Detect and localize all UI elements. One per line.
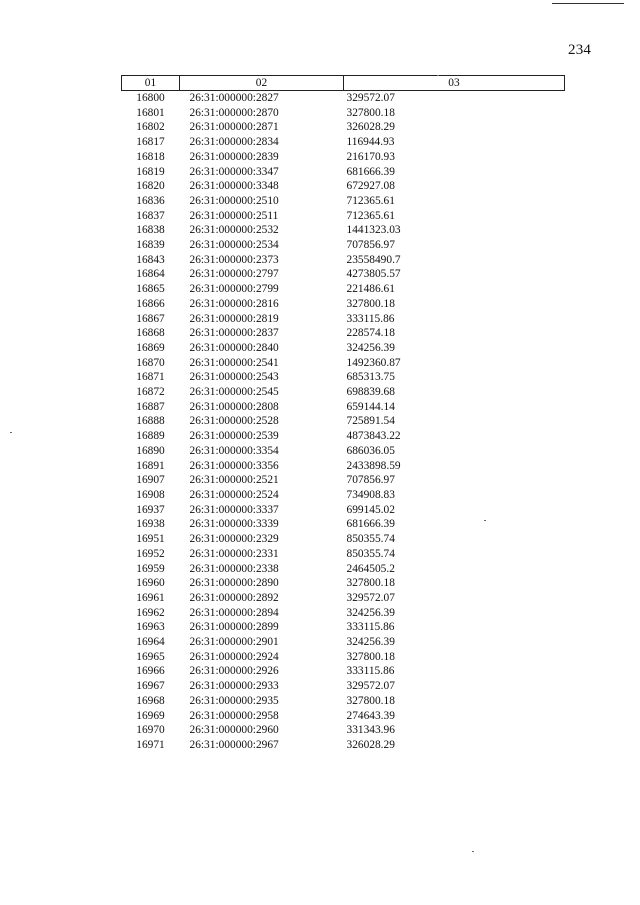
table-row [122, 179, 565, 194]
cell-col-03: 2464505.2 [346, 562, 395, 575]
cell-col-01: 16890 [136, 444, 165, 457]
table-row [122, 400, 565, 415]
cell-col-01: 16868 [136, 327, 165, 340]
cell-col-03: 333115.86 [346, 312, 395, 325]
cell-col-03: 734908.83 [346, 488, 395, 501]
header-col-03: 03 [344, 76, 565, 91]
cell-col-02: 26:31:000000:3348 [189, 180, 279, 193]
cell-col-03: 331343.96 [346, 724, 395, 737]
cell-col-02: 26:31:000000:2960 [189, 724, 279, 737]
header-row [122, 76, 565, 91]
cell-col-01: 16864 [136, 268, 165, 281]
cell-col-01: 16871 [136, 371, 165, 384]
table-row [122, 738, 565, 753]
cell-col-03: 326028.29 [346, 738, 395, 751]
table-row [122, 517, 565, 532]
cell-col-03: 221486.61 [346, 283, 395, 296]
cell-col-03: 327800.18 [346, 106, 395, 119]
cell-col-01: 16837 [136, 209, 165, 222]
top-rule [552, 3, 624, 4]
cell-col-02: 26:31:000000:2899 [189, 621, 279, 634]
cell-col-02: 26:31:000000:2901 [189, 636, 279, 649]
table-row [122, 547, 565, 562]
table-row [122, 429, 565, 444]
cell-col-02: 26:31:000000:3337 [189, 503, 279, 516]
cell-col-01: 16966 [136, 665, 165, 678]
cell-col-01: 16970 [136, 724, 165, 737]
table-row [122, 664, 565, 679]
table-row [122, 150, 565, 165]
cell-col-03: 327800.18 [346, 297, 395, 310]
cell-col-02: 26:31:000000:2834 [189, 136, 279, 149]
scan-speck [472, 851, 474, 852]
cell-col-02: 26:31:000000:2541 [189, 356, 279, 369]
cell-col-02: 26:31:000000:2933 [189, 680, 279, 693]
cell-col-03: 698839.68 [346, 386, 395, 399]
cell-col-02: 26:31:000000:2837 [189, 327, 279, 340]
cell-col-02: 26:31:000000:2338 [189, 562, 279, 575]
cell-col-03: 4273805.57 [346, 268, 401, 281]
table-row [122, 120, 565, 135]
cell-col-01: 16965 [136, 650, 165, 663]
header-col-02: 02 [180, 76, 344, 91]
table-row [122, 562, 565, 577]
cell-col-02: 26:31:000000:2827 [189, 92, 279, 104]
table-row [122, 341, 565, 356]
cell-col-03: 725891.54 [346, 415, 395, 428]
cell-col-02: 26:31:000000:2819 [189, 312, 279, 325]
table-row [122, 473, 565, 488]
table-row [122, 165, 565, 180]
cell-col-03: 850355.74 [346, 533, 395, 546]
cell-col-02: 26:31:000000:2528 [189, 415, 279, 428]
cell-col-02: 26:31:000000:2839 [189, 150, 279, 163]
cell-col-03: 681666.39 [346, 165, 395, 178]
cell-col-01: 16888 [136, 415, 165, 428]
cell-col-03: 327800.18 [346, 694, 395, 707]
cell-col-02: 26:31:000000:2373 [189, 253, 279, 266]
cell-col-02: 26:31:000000:2521 [189, 474, 279, 487]
table-row [122, 679, 565, 694]
cell-col-01: 16968 [136, 694, 165, 707]
cell-col-02: 26:31:000000:2871 [189, 121, 279, 134]
cell-col-03: 274643.39 [346, 709, 395, 722]
cell-col-01: 16961 [136, 591, 165, 604]
cell-col-02: 26:31:000000:2524 [189, 488, 279, 501]
cell-col-03: 707856.97 [346, 239, 395, 252]
table-row [122, 223, 565, 238]
cell-col-02: 26:31:000000:2892 [189, 591, 279, 604]
cell-col-03: 1441323.03 [346, 224, 401, 237]
cell-col-03: 324256.39 [346, 606, 395, 619]
cell-col-01: 16938 [136, 518, 165, 531]
cell-col-02: 26:31:000000:2808 [189, 400, 279, 413]
cell-col-01: 16836 [136, 194, 165, 207]
cell-col-02: 26:31:000000:2870 [189, 106, 279, 119]
cell-col-03: 324256.39 [346, 636, 395, 649]
table-row [122, 620, 565, 635]
cell-col-01: 16817 [136, 136, 165, 149]
cell-col-03: 23558490.7 [346, 253, 401, 266]
table-row [122, 650, 565, 665]
cell-col-01: 16867 [136, 312, 165, 325]
cell-col-02: 26:31:000000:2511 [189, 209, 279, 222]
cell-col-02: 26:31:000000:2894 [189, 606, 279, 619]
cell-col-02: 26:31:000000:2510 [189, 194, 279, 207]
cell-col-02: 26:31:000000:2840 [189, 341, 279, 354]
cell-col-01: 16937 [136, 503, 165, 516]
cell-col-03: 1492360.87 [346, 356, 401, 369]
table-row [122, 606, 565, 621]
cell-col-03: 707856.97 [346, 474, 395, 487]
table-row [122, 282, 565, 297]
data-table [121, 75, 565, 753]
cell-col-03: 228574.18 [346, 327, 395, 340]
table-row [122, 488, 565, 503]
cell-col-01: 16801 [136, 106, 165, 119]
table-row [122, 370, 565, 385]
cell-col-02: 26:31:000000:2543 [189, 371, 279, 384]
table-row [122, 135, 565, 150]
cell-col-01: 16872 [136, 386, 165, 399]
cell-col-02: 26:31:000000:2532 [189, 224, 279, 237]
cell-col-01: 16971 [136, 738, 165, 751]
cell-col-01: 16907 [136, 474, 165, 487]
cell-col-03: 2433898.59 [346, 459, 401, 472]
header-col-01: 01 [122, 76, 180, 91]
cell-col-01: 16865 [136, 283, 165, 296]
cell-col-03: 850355.74 [346, 547, 395, 560]
cell-col-01: 16967 [136, 680, 165, 693]
cell-col-02: 26:31:000000:2935 [189, 694, 279, 707]
table-row [122, 326, 565, 341]
table-row [122, 267, 565, 282]
cell-col-03: 329572.07 [346, 92, 395, 104]
table-row [122, 312, 565, 327]
cell-col-03: 116944.93 [346, 136, 395, 149]
table-row [122, 503, 565, 518]
cell-col-03: 712365.61 [346, 209, 395, 222]
cell-col-02: 26:31:000000:3354 [189, 444, 279, 457]
table-row [122, 723, 565, 738]
cell-col-02: 26:31:000000:2534 [189, 239, 279, 252]
cell-col-02: 26:31:000000:2967 [189, 738, 279, 751]
cell-col-01: 16843 [136, 253, 165, 266]
cell-col-03: 324256.39 [346, 341, 395, 354]
scan-speck [10, 432, 12, 433]
cell-col-01: 16963 [136, 621, 165, 634]
cell-col-03: 333115.86 [346, 621, 395, 634]
cell-col-01: 16887 [136, 400, 165, 413]
cell-col-02: 26:31:000000:2926 [189, 665, 279, 678]
cell-col-03: 327800.18 [346, 650, 395, 663]
cell-col-02: 26:31:000000:3347 [189, 165, 279, 178]
table-row [122, 709, 565, 724]
cell-col-01: 16964 [136, 636, 165, 649]
table-row [122, 297, 565, 312]
cell-col-03: 659144.14 [346, 400, 395, 413]
cell-col-01: 16839 [136, 239, 165, 252]
table-body [122, 91, 565, 753]
table-row [122, 444, 565, 459]
cell-col-01: 16969 [136, 709, 165, 722]
cell-col-01: 16960 [136, 577, 165, 590]
cell-col-01: 16869 [136, 341, 165, 354]
table-row [122, 91, 565, 106]
cell-col-03: 685313.75 [346, 371, 395, 384]
scan-speck [437, 75, 439, 76]
table-row [122, 532, 565, 547]
cell-col-01: 16800 [136, 92, 165, 104]
cell-col-03: 672927.08 [346, 180, 395, 193]
table-row [122, 106, 565, 121]
table-row [122, 253, 565, 268]
cell-col-01: 16952 [136, 547, 165, 560]
cell-col-01: 16891 [136, 459, 165, 472]
table-row [122, 635, 565, 650]
cell-col-01: 16889 [136, 430, 165, 443]
cell-col-01: 16819 [136, 165, 165, 178]
cell-col-02: 26:31:000000:2799 [189, 283, 279, 296]
cell-col-03: 216170.93 [346, 150, 395, 163]
cell-col-01: 16951 [136, 533, 165, 546]
cell-col-02: 26:31:000000:2890 [189, 577, 279, 590]
cell-col-03: 326028.29 [346, 121, 395, 134]
table-row [122, 385, 565, 400]
cell-col-03: 699145.02 [346, 503, 395, 516]
cell-col-02: 26:31:000000:2545 [189, 386, 279, 399]
cell-col-03: 712365.61 [346, 194, 395, 207]
cell-col-02: 26:31:000000:2797 [189, 268, 279, 281]
cell-col-02: 26:31:000000:2958 [189, 709, 279, 722]
cell-col-03: 329572.07 [346, 591, 395, 604]
cell-col-01: 16870 [136, 356, 165, 369]
table-row [122, 694, 565, 709]
table-row [122, 209, 565, 224]
table-row [122, 414, 565, 429]
cell-col-03: 4873843.22 [346, 430, 401, 443]
cell-col-01: 16820 [136, 180, 165, 193]
cell-col-01: 16802 [136, 121, 165, 134]
cell-col-03: 681666.39 [346, 518, 395, 531]
cell-col-03: 329572.07 [346, 680, 395, 693]
table-row [122, 459, 565, 474]
cell-col-01: 16838 [136, 224, 165, 237]
table-row [122, 591, 565, 606]
cell-col-02: 26:31:000000:3356 [189, 459, 279, 472]
cell-col-02: 26:31:000000:2924 [189, 650, 279, 663]
scan-speck [484, 520, 486, 521]
table-row [122, 194, 565, 209]
cell-col-01: 16866 [136, 297, 165, 310]
table-row [122, 356, 565, 371]
cell-col-01: 16959 [136, 562, 165, 575]
cell-col-01: 16818 [136, 150, 165, 163]
table-row [122, 576, 565, 591]
cell-col-03: 327800.18 [346, 577, 395, 590]
cell-col-02: 26:31:000000:3339 [189, 518, 279, 531]
cell-col-03: 333115.86 [346, 665, 395, 678]
cell-col-02: 26:31:000000:2539 [189, 430, 279, 443]
cell-col-02: 26:31:000000:2816 [189, 297, 279, 310]
page-number: 234 [568, 42, 592, 58]
cell-col-02: 26:31:000000:2329 [189, 533, 279, 546]
table-header [122, 76, 565, 91]
cell-col-03: 686036.05 [346, 444, 395, 457]
cell-col-01: 16908 [136, 488, 165, 501]
cell-col-02: 26:31:000000:2331 [189, 547, 279, 560]
table-row [122, 238, 565, 253]
cell-col-01: 16962 [136, 606, 165, 619]
